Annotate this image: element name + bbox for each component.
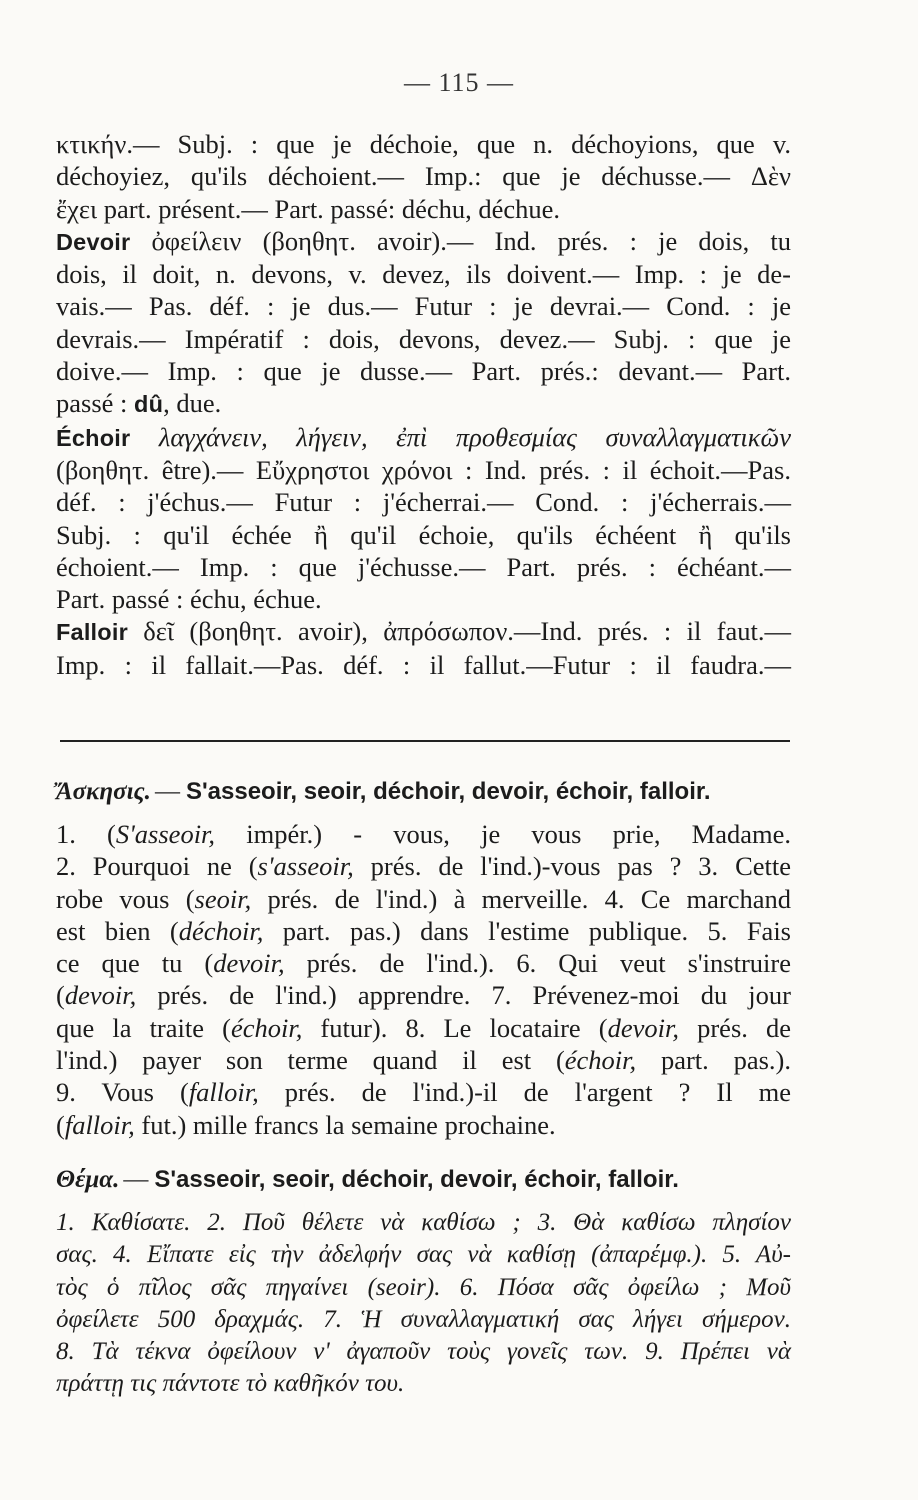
text-fragment: futur). 8. Le locataire (	[302, 1012, 608, 1043]
verb-cue: échoir,	[564, 1045, 637, 1076]
text-line: déf. : j'échus.— Futur : j'écherrai.— Cond. : j'écherrais.—	[56, 487, 791, 518]
text-fragment: part. pas.) dans l'estime publique. 5. Fais	[263, 915, 791, 946]
text-fragment: ce que tu (	[56, 948, 214, 979]
text-line: dois, il doit, n. devons, v. devez, ils doivent.— Imp. : je de-	[56, 259, 791, 290]
text-line: devrais.— Impératif : dois, devons, devez.— Subj. : que je	[56, 323, 791, 354]
headword-devoir: Devoir	[56, 228, 131, 255]
exercise-heading	[56, 778, 791, 806]
verb-cue: devoir,	[213, 948, 285, 979]
exercise-line	[56, 1109, 791, 1141]
text-line: (βοηθητ. être).— Εὔχρηστοι χρόνοι : Ind. prés. : il échoit.—Pas.	[56, 454, 791, 485]
exercise-line	[56, 979, 791, 1011]
theme-title: S'asseoir, seoir, déchoir, devoir, échoir, falloir.	[154, 1166, 679, 1193]
headword-echoir: Échoir	[56, 424, 131, 451]
text-line: ὀφείλειν (βοηθητ. avoir).— Ind. prés. : je dois, tu	[151, 225, 792, 256]
exercise-line	[56, 1044, 791, 1076]
text-fragment: 9. Vous (	[56, 1077, 189, 1108]
headword-falloir: Falloir	[56, 619, 128, 646]
text-fragment: est bien (	[56, 915, 179, 946]
text-line: σας. 4. Εἴπατε εἰς τὴν ἀδελφήν σας νὰ καθίσῃ (ἀπαρέμφ.). 5. Αὐ-	[56, 1241, 791, 1269]
theme-body	[56, 1207, 791, 1401]
exercise-label: Ἄσκησις.	[56, 778, 151, 805]
text-line: déchoyiez, qu'ils déchoient.— Imp.: que je déchusse.— Δὲν	[56, 161, 791, 192]
text-fragment: part. pas.).	[636, 1045, 791, 1076]
text-line: vais.— Pas. déf. : je dus.— Futur : je devrai.— Cond. : je	[56, 291, 791, 322]
text-line: doive.— Imp. : que je dusse.— Part. prés.: devant.— Part.	[56, 356, 791, 387]
text-line: ἔχει part. présent.— Part. passé: déchu, déchue.	[56, 193, 561, 224]
exercise-line	[56, 850, 791, 882]
text-fragment: l'ind.) payer son terme quand il est (	[56, 1045, 565, 1076]
exercise-line	[56, 1076, 791, 1108]
theme-label: Θέμα.	[56, 1166, 120, 1193]
text-line: échoient.— Imp. : que j'échusse.— Part. prés. : échéant.—	[56, 551, 791, 582]
verb-cue: falloir,	[64, 1109, 135, 1140]
text-fragment: prés. de l'ind.) apprendre. 7. Prévenez-moi du jour	[136, 980, 791, 1011]
text-fragment: prés. de	[679, 1012, 791, 1043]
text-line: κτικήν.— Subj. : que je déchoie, que n. déchoyions, que v.	[56, 129, 791, 159]
section-divider	[60, 740, 790, 742]
devoir-entry-first-line	[56, 225, 791, 258]
verb-cue: s'asseoir,	[257, 851, 354, 882]
verb-cue: S'asseoir,	[115, 819, 216, 849]
exercise-line	[56, 1012, 791, 1044]
text-line: λαγχάνειν, λήγειν, ἐπὶ προθεσμίας συναλλαγματικῶν	[158, 421, 791, 452]
echoir-entry-first-line	[56, 421, 791, 454]
past-participle-du: dû	[134, 391, 164, 418]
text-fragment: que la traite (	[56, 1012, 231, 1043]
verb-cue: seoir,	[194, 883, 252, 914]
heading-dash: —	[123, 1166, 149, 1193]
verb-cue: falloir,	[188, 1077, 259, 1108]
exercise-body	[56, 818, 791, 1141]
text-line: τὸς ὁ πῖλος σᾶς πηγαίνει (seoir). 6. Πόσα σᾶς ὀφείλω ; Μοῦ	[56, 1273, 791, 1301]
text-line: 8. Τὰ τέκνα ὀφείλουν ν' ἀγαποῦν τοὺς γονεῖς των. 9. Πρέπει νὰ	[56, 1338, 791, 1366]
text-fragment: 1. (	[56, 819, 116, 849]
text-fragment: prés. de l'ind.)-vous pas ? 3. Cette	[353, 851, 791, 882]
text-fragment: passé :	[56, 388, 128, 419]
text-fragment: (	[56, 980, 65, 1011]
heading-dash: —	[154, 778, 180, 805]
verb-cue: déchoir,	[178, 915, 264, 946]
text-line: ὀφείλετε 500 δραχμάς. 7. Ἡ συναλλαγματική σας λήγει σήμερον.	[56, 1305, 791, 1333]
page-number: — 115 —	[403, 68, 515, 97]
exercise-line	[56, 915, 791, 947]
text-fragment: 2. Pourquoi ne (	[56, 851, 258, 882]
text-fragment: robe vous (	[56, 883, 195, 914]
text-line: Imp. : il fallait.—Pas. déf. : il fallut.—Futur : il faudra.—	[56, 649, 791, 680]
text-fragment: fut.) mille francs la semaine prochaine.	[134, 1109, 556, 1140]
exercise-line	[56, 947, 791, 979]
text-line: 1. Καθίσατε. 2. Ποῦ θέλετε νὰ καθίσω ; 3. Θὰ καθίσω πλησίον	[56, 1209, 791, 1236]
verb-cue: devoir,	[607, 1012, 680, 1043]
text-fragment: prés. de l'ind.)-il de l'argent ? Il me	[258, 1077, 791, 1108]
text-fragment: impér.) - vous, je vous prie, Madame.	[215, 819, 791, 849]
text-fragment: prés. de l'ind.). 6. Qui veut s'instruire	[284, 948, 791, 979]
exercise-line	[56, 818, 791, 850]
exercise-line	[56, 883, 791, 915]
verb-cue: devoir,	[64, 980, 137, 1011]
text-line: Part. passé : échu, échue.	[56, 584, 322, 615]
theme-heading	[56, 1166, 791, 1194]
falloir-entry-first-line	[56, 615, 791, 648]
text-fragment: , due.	[163, 388, 222, 419]
conjugation-section	[56, 128, 791, 681]
verb-cue: échoir,	[230, 1012, 303, 1043]
exercise-title: S'asseoir, seoir, déchoir, devoir, échoir, falloir.	[185, 778, 711, 805]
text-fragment: (	[56, 1109, 65, 1140]
text-line: δεῖ (βοηθητ. avoir), ἀπρόσωπον.—Ind. prés. : il faut.—	[143, 616, 791, 647]
text-fragment: prés. de l'ind.) à merveille. 4. Ce marchand	[251, 883, 791, 914]
text-line: Subj. : qu'il échée ἢ qu'il échoie, qu'ils échéent ἢ qu'ils	[56, 519, 791, 550]
text-line: πράττῃ τις πάντοτε τὸ καθῆκόν του.	[56, 1370, 405, 1398]
devoir-entry-last-line	[56, 387, 791, 420]
